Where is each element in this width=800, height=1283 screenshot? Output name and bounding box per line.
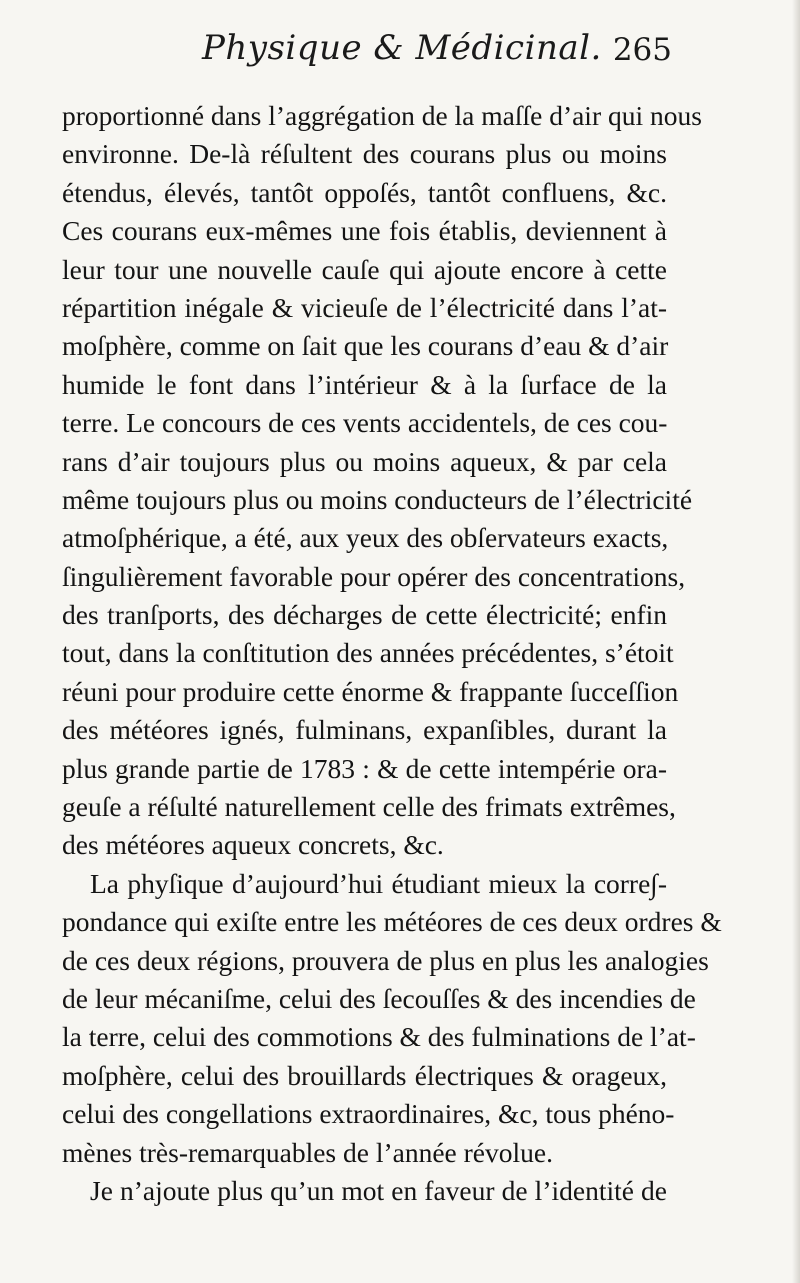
text-line: réuni pour produire cette énorme & frappante ſucceſſion [62, 675, 679, 707]
text-line: même toujours plus ou moins conducteurs de l’électricité [62, 483, 693, 515]
text-line: la terre, celui des commotions & des fulminations de l’at- [62, 1021, 696, 1053]
text-line: Ces courans eux-mêmes une fois établis, deviennent à [62, 215, 667, 247]
page-edge-shadow [792, 0, 800, 1283]
running-title: Physique & Médicinal. [202, 28, 602, 68]
text-line: environne. De-là réſultent des courans plus ou moins [62, 138, 667, 170]
text-line: tout, dans la conſtitution des années précédentes, s’étoit [62, 637, 674, 669]
text-line: de ces deux régions, prouvera de plus en plus les analogies [62, 944, 709, 976]
text-line: Je n’ajoute plus qu’un mot en faveur de l’identité de [90, 1174, 667, 1206]
text-line: moſphère, comme on ſait que les courans d’eau & d’air [62, 330, 669, 362]
page-number: 265 [612, 32, 672, 68]
text-line: leur tour une nouvelle cauſe qui ajoute encore à cette [62, 253, 667, 285]
page-header [62, 28, 672, 84]
text-line: geuſe a réſulté naturellement celle des frimats extrêmes, [62, 791, 676, 823]
text-line: plus grande partie de 1783 : & de cette intempérie ora- [62, 752, 667, 784]
text-line: étendus, élevés, tantôt oppoſés, tantôt confluens, &c. [62, 176, 667, 208]
text-line: répartition inégale & vicieuſe de l’électricité dans l’at- [62, 291, 667, 323]
body-text [62, 97, 722, 1210]
text-line: des tranſports, des décharges de cette électricité; enfin [62, 599, 667, 631]
text-line: mènes très-remarquables de l’année révolue. [62, 1136, 553, 1168]
text-line: proportionné dans l’aggrégation de la maſſe d’air qui nous [62, 100, 702, 131]
text-line: rans d’air toujours plus ou moins aqueux, & par cela [62, 445, 667, 477]
text-line: ſingulièrement favorable pour opérer des concentrations, [62, 560, 686, 592]
text-line: moſphère, celui des brouillards électriques & orageux, [62, 1059, 667, 1091]
paragraph-2 [62, 865, 722, 1172]
text-line: celui des congellations extraordinaires, &c, tous phéno- [62, 1098, 675, 1130]
text-line: des météores aqueux concrets, &c. [62, 829, 444, 861]
text-line: de leur mécaniſme, celui des ſecouſſes & des incendies de [62, 982, 696, 1014]
paragraph-3 [62, 1172, 667, 1210]
text-line: des météores ignés, fulminans, expanſibles, durant la [62, 714, 667, 746]
text-line: pondance qui exiſte entre les météores de ces deux ordres & [62, 906, 722, 938]
text-line: La phyſique d’aujourd’hui étudiant mieux la corre∫- [90, 867, 667, 899]
paragraph-1 [62, 97, 702, 865]
text-line: terre. Le concours de ces vents accidentels, de ces cou- [62, 407, 668, 439]
text-line: atmoſphérique, a été, aux yeux des obſervateurs exacts, [62, 522, 669, 554]
text-line: humide le font dans l’intérieur & à la ſurface de la [62, 368, 667, 400]
